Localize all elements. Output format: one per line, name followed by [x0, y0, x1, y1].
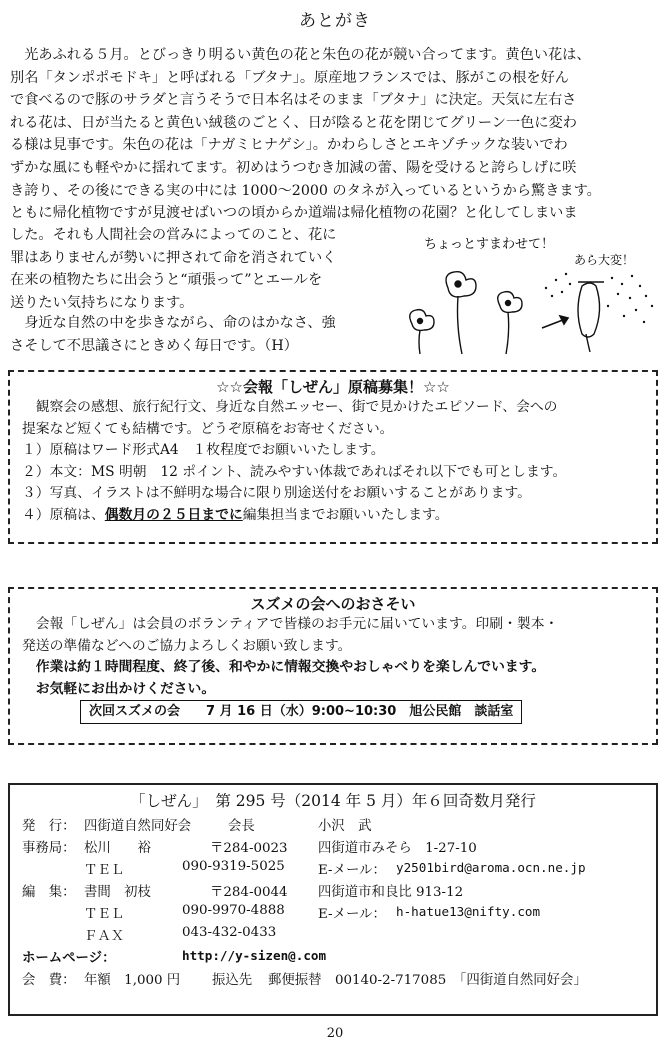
homepage-label: ホームページ：: [22, 950, 116, 966]
chair-name: 小沢 武: [318, 819, 372, 834]
suzume-title: スズメの会へのおさそい: [250, 595, 416, 613]
suzume-bold-line: 作業は約１時間程度、終了後、和やかに情報交換やおしゃべりを楽しんでいます。: [22, 659, 546, 675]
text-line: で食べるので豚のサラダと言うそうで日本名はそのまま「ブタナ」に決定。天気に左右さ: [10, 92, 577, 109]
seed-pod-icon: [578, 282, 604, 352]
editor-tel-row: [22, 903, 652, 923]
suzume-body-line: 会報「しぜん」は会員のボランティアで皆様のお手元に届いています。印刷・製本・: [22, 616, 559, 632]
editor-address: 四街道市和良比 913-12: [318, 885, 464, 900]
fee-row: [22, 969, 652, 989]
editor-tel: 090-9970-4888: [182, 903, 285, 918]
office-person: 松川 裕: [84, 841, 151, 856]
illustration-caption-right: あら大変！: [574, 253, 635, 267]
next-meeting-box: 次回スズメの会 7 月 16 日（水）9:00~10:30 旭公民館 談話室: [80, 700, 522, 724]
editor-person: 書間 初枝: [84, 885, 151, 900]
page-number: 20: [326, 1026, 344, 1041]
text-line: 罪はありませんが勢いに押されて命を消されていく: [10, 249, 337, 266]
publisher-label: 発 行：: [22, 819, 76, 834]
flower-illustration: [396, 226, 666, 356]
arrow-icon: [542, 316, 568, 328]
office-label: 事務局：: [22, 841, 76, 856]
homepage-link[interactable]: http://y-sizen@.com: [182, 948, 327, 963]
manuscript-recruit-box: [8, 370, 658, 544]
publisher-name: 四街道自然同好会: [84, 819, 192, 834]
office-tel-row: [22, 859, 652, 879]
tel-label: ＴＥＬ: [84, 863, 125, 878]
poppy-flower-icon: [446, 272, 476, 354]
editor-label: 編 集：: [22, 885, 76, 900]
suzume-invitation-box: [8, 587, 658, 745]
office-row: [22, 837, 652, 857]
office-email: y2501bird@aroma.ocn.ne.jp: [396, 860, 586, 875]
colophon-title: 「しぜん」 第 295 号（2014 年 5 月）年６回奇数月発行: [130, 792, 536, 810]
text-line: さそして不思議さにときめく毎日です。（H）: [10, 337, 298, 354]
page-title: あとがき: [299, 11, 371, 31]
editor-row: [22, 881, 652, 901]
text-line: る様は見事です。朱色の花は「ナガミヒナゲシ」。かわらしさとエキゾチックな装いでわ: [10, 137, 568, 154]
afterword-paragraph-2: [10, 224, 402, 314]
recruit-intro-line: 提案など短くても結構です。どうぞ原稿をお寄せください。: [22, 420, 394, 437]
illustration-caption-left: ちょっとすまわせて！: [424, 237, 555, 252]
deadline-emphasis: 偶数月の２５日までに: [104, 506, 243, 523]
homepage-row: [22, 947, 652, 967]
editor-email-label: E-メール：: [318, 907, 386, 922]
recruit-intro-line: 観察会の感想、旅行紀行文、身近な自然エッセー、街で見かけたエピソード、会への: [22, 399, 558, 415]
text-line: れる花は、日が当たると黄色い絨毯のごとく、日が陰ると花を閉じてグリーン一色に変わ: [10, 114, 577, 131]
office-address: 四街道市みそら 1-27-10: [318, 841, 477, 856]
editor-fax: 043-432-0433: [182, 925, 277, 940]
tel-label: ＴＥＬ: [84, 907, 125, 922]
transfer-label: 振込先: [212, 973, 253, 988]
fax-label: ＦＡＸ: [84, 929, 125, 944]
text-line: 別名「タンポポモドキ」と呼ばれる「ブタナ」。原産地フランスでは、豚がこの根を好ん: [10, 69, 569, 86]
text-line: 身近な自然の中を歩きながら、命のはかなさ、強: [10, 315, 336, 331]
editor-fax-row: [22, 925, 652, 945]
office-zip: 〒284-0023: [210, 841, 288, 856]
recruit-title: ☆☆会報「しぜん」原稿募集！☆☆: [216, 378, 450, 396]
text-line: した。それも人間社会の営みによってのこと、花に: [10, 227, 337, 243]
recruit-item: １）原稿はワード形式A4 １枚程度でお願いいたします。: [22, 442, 385, 458]
poppy-flower-icon: [498, 292, 522, 354]
afterword-paragraph-3: [10, 312, 402, 357]
poppy-flower-icon: [410, 310, 434, 354]
afterword-paragraph-1: [10, 44, 660, 225]
text-line: ともに帰化植物ですが見渡せばいつの頃からか道端は帰化植物の花園？と化してしまいま: [10, 205, 578, 222]
fee-value: 年額 1,000 円: [84, 973, 181, 988]
publisher-row: [22, 815, 652, 835]
text-line: 光あふれる５月。とびっきり明るい黄色の花と朱色の花が競い合ってます。黄色い花は、: [10, 47, 591, 63]
recruit-item: ２）本文：MS 明朝 12 ポイント、読みやすい体裁であればそれ以下でも可とします。: [22, 463, 567, 480]
recruit-item-4-prefix: ４）原稿は、: [22, 506, 105, 523]
email-label: E-メール：: [318, 863, 386, 878]
suzume-body-line: 発送の準備などへのご協力よろしくお願い致します。: [22, 637, 352, 654]
recruit-item-4-suffix: 編集担当までお願いいたします。: [242, 506, 449, 523]
editor-email: h-hatue13@nifty.com: [396, 904, 541, 919]
recruit-item: ３）写真、イラストは不鮮明な場合に限り別途送付をお願いすることがあります。: [22, 485, 531, 501]
fee-label: 会 費：: [22, 973, 76, 988]
recruit-item: [22, 505, 646, 527]
suzume-bold-line: お気軽にお出かけください。: [22, 680, 216, 697]
office-tel: 090-9319-5025: [182, 859, 285, 874]
text-line: ずかな風にも軽やかに揺れてます。初めはうつむき加減の蕾、陽を受けると誇らしげに咲: [10, 159, 577, 176]
editor-zip: 〒284-0044: [210, 885, 288, 900]
text-line: 在来の植物たちに出会うと“頑張って”とエールを: [10, 272, 323, 289]
text-line: 送りたい気持ちになります。: [10, 294, 194, 311]
transfer-value: 郵便振替 00140-2-717085 「四街道自然同好会」: [268, 973, 587, 988]
chair-label: 会長: [228, 819, 255, 834]
colophon-box: [8, 783, 658, 1016]
text-line: き誇り、その後にできる実の中には 1000～2000 のタネが入っているというから驚きます。: [10, 182, 601, 199]
